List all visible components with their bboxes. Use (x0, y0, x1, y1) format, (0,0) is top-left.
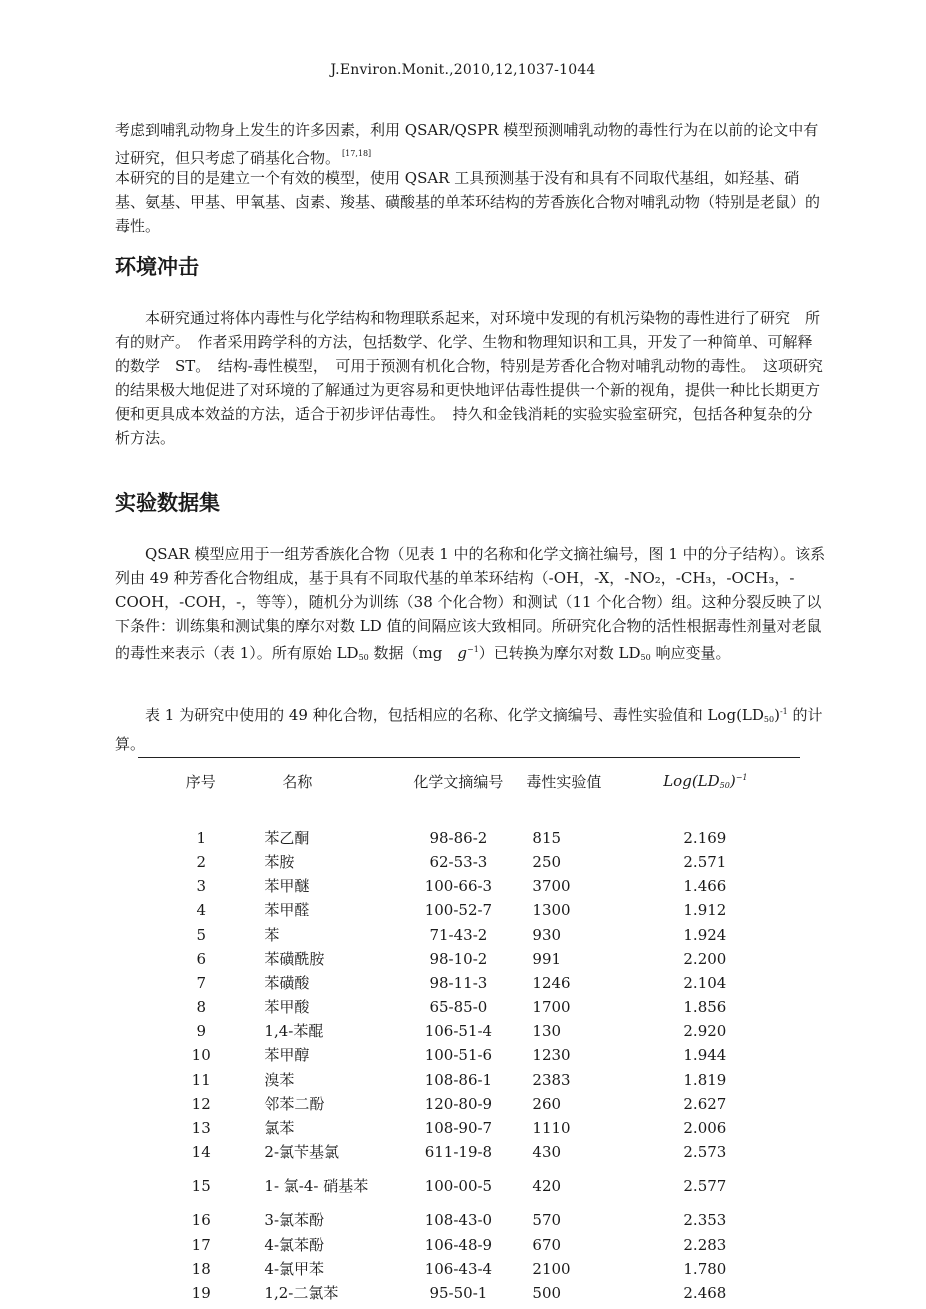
cell-seq: 16 (191, 1211, 211, 1230)
intro-paragraph-2: 本研究的目的是建立一个有效的模型，使用 QSAR 工具预测基于没有和具有不同取代基组，如羟基、硝基、氨基、甲基、甲氧基、卤素、羧基、磺酸基的单苯环结构的芳香族化合物对哺乳动物（特别是老鼠）的毒性。 (115, 169, 821, 235)
table-row (138, 971, 800, 995)
table-spacer (138, 802, 800, 826)
cell-cas: 108-43-0 (424, 1211, 493, 1230)
table-row (138, 1165, 800, 1209)
cell-value: 250 (532, 852, 562, 871)
cell-cas: 71-43-2 (429, 925, 488, 944)
table-row (138, 923, 800, 947)
header-log (640, 760, 800, 802)
cell-seq: 10 (191, 1046, 211, 1065)
cell-seq: 3 (196, 877, 206, 896)
cell-cas: 120-80-9 (424, 1094, 493, 1113)
header-name: 名称 (282, 772, 313, 791)
header-cas: 化学文摘编号 (413, 772, 504, 791)
cell-cas: 65-85-0 (429, 998, 488, 1017)
cell-name: 4-氯甲苯 (264, 1259, 325, 1278)
cell-seq: 6 (196, 949, 206, 968)
cell-seq: 14 (191, 1143, 211, 1162)
table-row (138, 875, 800, 899)
cell-value: 670 (532, 1235, 562, 1254)
cell-name: 苯甲酸 (264, 998, 310, 1017)
intro-paragraph-1 (115, 118, 827, 170)
cell-log: 1.912 (683, 901, 727, 920)
cell-cas: 100-00-5 (424, 1177, 493, 1196)
ld50-subscript: 50 (358, 653, 369, 662)
cell-seq: 1 (196, 828, 206, 847)
cell-value: 815 (532, 828, 562, 847)
cell-value: 991 (532, 949, 562, 968)
cell-cas: 106-51-4 (424, 1022, 493, 1041)
dataset-text-after: ）已转换为摩尔对数 LD (478, 644, 641, 662)
cell-cas: 95-50-1 (429, 1283, 488, 1302)
header-log-close: ) (729, 772, 736, 790)
cell-log: 1.819 (683, 1070, 727, 1089)
table-row (138, 850, 800, 874)
cell-log: 2.104 (683, 973, 727, 992)
cell-cas: 106-43-4 (424, 1259, 493, 1278)
cell-log: 2.571 (683, 852, 727, 871)
cell-seq: 18 (191, 1259, 211, 1278)
table-row (138, 1141, 800, 1165)
cell-cas: 108-86-1 (424, 1070, 493, 1089)
cell-name: 3-氯苯酚 (264, 1211, 325, 1230)
cell-value: 1700 (532, 998, 571, 1017)
cell-value: 930 (532, 925, 562, 944)
toxicity-table (138, 760, 800, 1306)
cell-name: 4-氯苯酚 (264, 1235, 325, 1254)
dataset-paragraph-2 (115, 700, 827, 756)
cell-value: 500 (532, 1283, 562, 1302)
cell-log: 1.944 (683, 1046, 727, 1065)
cell-seq: 5 (196, 925, 206, 944)
cell-log: 2.573 (683, 1143, 727, 1162)
cell-name: 苯磺酸 (264, 973, 310, 992)
cell-name: 苯甲醇 (264, 1046, 310, 1065)
cell-seq: 8 (196, 998, 206, 1017)
dataset-text-main: QSAR 模型应用于一组芳香族化合物（见表 1 中的名称和化学文摘社编号，图 1 中的分子结构）。该系列由 49 种芳香化合物组成，基于具有不同取代基的单苯环结构（-OH，-X，-NO₂，-CH₃，-OCH₃，-COOH，-COH，-，等等），随机分为训练（38 个化合物）和测试（11 个化合物）组。这种分裂反映了以下条件：训练集和测试集的摩尔对数 LD 值的间隔应该大致相同。所研究化合物的活性根据毒性剂量对老鼠的毒性来表示（表 1）。所有原始 LD (115, 545, 826, 662)
table-intro-close: ) (774, 706, 780, 724)
dataset-text-mid: 数据（mg (368, 644, 458, 662)
cell-cas: 62-53-3 (429, 852, 488, 871)
cell-value: 2383 (532, 1070, 571, 1089)
intro-text-1: 考虑到哺乳动物身上发生的许多因素，利用 QSAR/QSPR 模型预测哺乳动物的毒性行为在以前的论文中有过研究，但只考虑了硝基化合物。 (115, 121, 819, 167)
table-intro-end: 的计算。 (115, 706, 823, 753)
cell-cas: 108-90-7 (424, 1119, 493, 1138)
cell-log: 1.466 (683, 877, 727, 896)
cell-cas: 100-52-7 (424, 901, 493, 920)
ld50-subscript-2: 50 (640, 653, 651, 662)
cell-name: 苯磺酰胺 (264, 949, 325, 968)
cell-value: 260 (532, 1094, 562, 1113)
cell-name: 氯苯 (264, 1119, 295, 1138)
header-seq: 序号 (185, 772, 216, 791)
cell-log: 2.169 (683, 828, 727, 847)
section-title-dataset: 实验数据集 (115, 491, 220, 515)
cell-value: 130 (532, 1022, 562, 1041)
cell-name: 1,2-二氯苯 (264, 1283, 339, 1302)
cell-seq: 9 (196, 1022, 206, 1041)
cell-name: 苯甲醚 (264, 877, 310, 896)
cell-value: 2100 (532, 1259, 571, 1278)
table-row (138, 1209, 800, 1233)
table-row (138, 1116, 800, 1140)
cell-cas: 100-66-3 (424, 877, 493, 896)
cell-value: 3700 (532, 877, 571, 896)
cell-value: 420 (532, 1177, 562, 1196)
log-subscript: 50 (763, 715, 775, 724)
table-row (138, 1068, 800, 1092)
cell-name: 苯甲醛 (264, 901, 310, 920)
dataset-paragraph-1 (115, 542, 827, 670)
unit-exponent: −1 (466, 645, 479, 654)
table-row (138, 947, 800, 971)
cell-cas: 106-48-9 (424, 1235, 493, 1254)
cell-value: 1300 (532, 901, 571, 920)
cell-cas: 98-86-2 (429, 828, 488, 847)
cell-log: 2.577 (683, 1177, 727, 1196)
cell-name: 溴苯 (264, 1070, 295, 1089)
cell-seq: 19 (191, 1283, 211, 1302)
table-row (138, 996, 800, 1020)
cell-value: 1110 (532, 1119, 571, 1138)
cell-log: 2.468 (683, 1283, 727, 1302)
cell-log: 2.283 (683, 1235, 727, 1254)
cell-name: 苯胺 (264, 852, 295, 871)
cell-name: 苯 (264, 925, 280, 944)
cell-log: 2.006 (683, 1119, 727, 1138)
cell-seq: 12 (191, 1094, 211, 1113)
table-header-row (138, 760, 800, 802)
citation-ref: [17,18] (342, 149, 372, 158)
cell-seq: 11 (191, 1070, 211, 1089)
cell-value: 570 (532, 1211, 562, 1230)
cell-log: 2.627 (683, 1094, 727, 1113)
table-row (138, 1020, 800, 1044)
table-top-rule (138, 757, 800, 758)
cell-log: 2.920 (683, 1022, 727, 1041)
cell-log: 1.856 (683, 998, 727, 1017)
cell-name: 苯乙酮 (264, 828, 310, 847)
table-row (138, 1044, 800, 1068)
header-log-sub: 50 (719, 781, 730, 790)
cell-value: 430 (532, 1143, 562, 1162)
cell-name: 邻苯二酚 (264, 1094, 325, 1113)
table-row (138, 899, 800, 923)
environmental-impact-body: 本研究通过将体内毒性与化学结构和物理联系起来，对环境中发现的有机污染物的毒性进行了研究 所有的财产。 作者采用跨学科的方法，包括数学、化学、生物和物理知识和工具，开发了一种简单、可解释的数学 ST。 结构-毒性模型， 可用于预测有机化合物，特别是芳香化合物对哺乳动物的毒性。 这项研究的结果极大地促进了对环境的了解通过为更容易和更快地评估毒性提供一个新的视角，提供一种比长期更方便和更具成本效益的方法，适合于初步评估毒性。 持久和金钱消耗的实验实验室研究，包括各种复杂的分析方法。 (115, 309, 823, 447)
cell-seq: 17 (191, 1235, 211, 1254)
unit-g: g (457, 644, 467, 662)
table-row (138, 1233, 800, 1257)
table-body (138, 802, 800, 1306)
cell-name: 1- 氯-4- 硝基苯 (264, 1177, 369, 1196)
cell-seq: 7 (196, 973, 206, 992)
cell-name: 1,4-苯醌 (264, 1022, 324, 1041)
cell-seq: 13 (191, 1119, 211, 1138)
table-row (138, 1092, 800, 1116)
dataset-text-end: 响应变量。 (650, 644, 731, 662)
cell-cas: 98-10-2 (429, 949, 488, 968)
section-title-environmental-impact: 环境冲击 (115, 255, 199, 279)
log-superscript: -1 (779, 707, 788, 716)
table-row (138, 1281, 800, 1305)
cell-cas: 100-51-6 (424, 1046, 493, 1065)
cell-seq: 15 (191, 1177, 211, 1196)
cell-log: 2.200 (683, 949, 727, 968)
table-intro-text: 表 1 为研究中使用的 49 种化合物，包括相应的名称、化学文摘编号、毒性实验值和 Log(LD (145, 706, 764, 724)
table-row (138, 1257, 800, 1281)
header-log-sup: −1 (735, 773, 748, 782)
cell-log: 2.353 (683, 1211, 727, 1230)
cell-cas: 98-11-3 (429, 973, 488, 992)
cell-log: 1.924 (683, 925, 727, 944)
cell-seq: 4 (196, 901, 206, 920)
cell-name: 2-氯苄基氯 (264, 1143, 340, 1162)
header-log-prefix: Log(LD (663, 772, 720, 790)
cell-value: 1246 (532, 973, 571, 992)
cell-seq: 2 (196, 852, 206, 871)
cell-log: 1.780 (683, 1259, 727, 1278)
header-value: 毒性实验值 (526, 772, 602, 791)
journal-header: J.Environ.Monit.,2010,12,1037-1044 (330, 62, 596, 78)
cell-cas: 611-19-8 (424, 1143, 493, 1162)
table-row (138, 826, 800, 850)
cell-value: 1230 (532, 1046, 571, 1065)
